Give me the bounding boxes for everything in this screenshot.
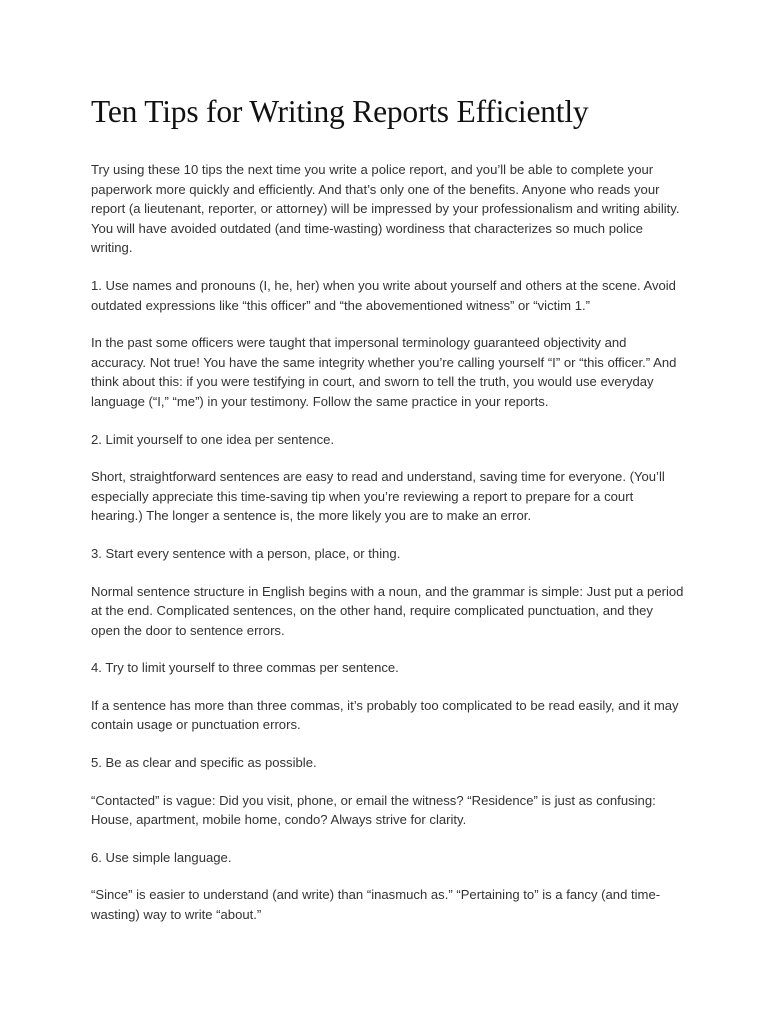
intro-paragraph: Try using these 10 tips the next time you write a police report, and you’ll be able to complete your paperwork more quickly and efficiently. And that’s only one of the benefits. Anyone who reads your report (a lieutenant, reporter, or attorney) will be impressed by your professionalism and writing ability. You will have avoided outdated (and time-wasting) wordiness that characterizes so much police writing. xyxy=(91,162,680,256)
tip-5-heading: 5. Be as clear and specific as possible. xyxy=(91,755,317,771)
tip-2-heading: 2. Limit yourself to one idea per sentence. xyxy=(91,431,335,447)
tip-3-heading: 3. Start every sentence with a person, place, or thing. xyxy=(91,545,401,561)
tip-5-explanation: “Contacted” is vague: Did you visit, phone, or email the witness? “Residence” is just as confusing: House, apartment, mobile home, condo? Always strive for clarity. xyxy=(91,792,656,828)
tip-3-explanation: Normal sentence structure in English begins with a noun, and the grammar is simple: Just put a period at the end. Complicated sentences, on the other hand, require complicated punctuation, and they open the door to sentence errors. xyxy=(91,583,684,638)
tip-6-heading: 6. Use simple language. xyxy=(91,849,232,865)
tip-4-heading: 4. Try to limit yourself to three commas per sentence. xyxy=(91,660,399,676)
tip-1-heading: 1. Use names and pronouns (I, he, her) when you write about yourself and others at the scene. Avoid outdated expressions like “this officer” and “the abovementioned witness” or “victim 1.” xyxy=(91,277,676,313)
tip-4-explanation: If a sentence has more than three commas, it’s probably too complicated to be read easily, and it may contain usage or punctuation errors. xyxy=(91,697,679,733)
tip-1-explanation: In the past some officers were taught that impersonal terminology guaranteed objectivity and accuracy. Not true! You have the same integrity whether you’re calling yourself “I” or “this officer.” And think about this: if you were testifying in court, and sworn to tell the truth, you would use everyday language (“I,” “me”) in your testimony. Follow the same practice in your reports. xyxy=(91,335,677,409)
tip-2-explanation: Short, straightforward sentences are easy to read and understand, saving time for everyone. (You’ll especially appreciate this time-saving tip when you’re reviewing a report to prepare for a court hearing.) The longer a sentence is, the more likely you are to make an error. xyxy=(91,469,665,524)
tip-6-explanation: “Since” is easier to understand (and write) than “inasmuch as.” “Pertaining to” is a fancy (and time-wasting) way to write “about.” xyxy=(91,887,661,923)
document-title: Ten Tips for Writing Reports Efficiently xyxy=(91,94,589,129)
